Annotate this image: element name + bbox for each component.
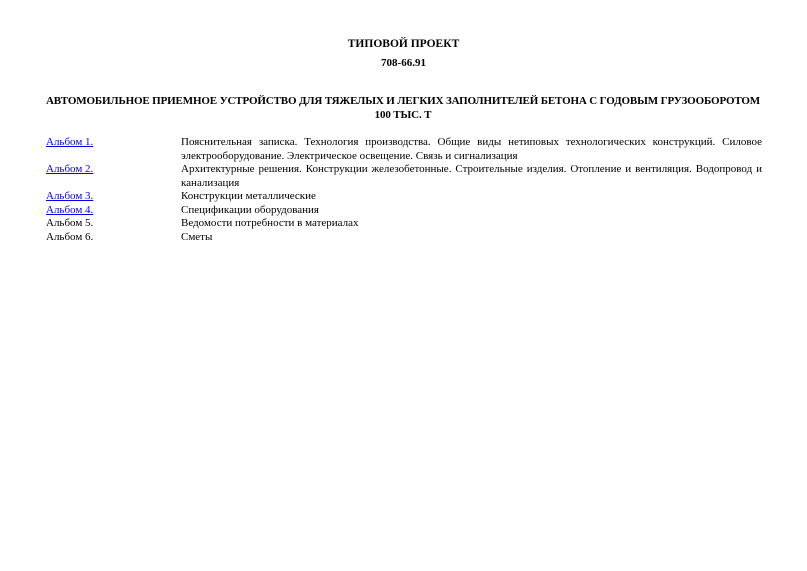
album-3-description: Конструкции металлические [181,190,316,202]
document-title: ТИПОВОЙ ПРОЕКТ [347,38,460,50]
album-3-link[interactable]: Альбом 3. [46,190,94,202]
album-row [46,190,762,204]
album-1-description: Пояснительная записка. Технология производства. Общие виды нетиповых технологических конструкций. Силовое электрооборудование. Электрическое освещение. Связь и сигнализация [181,136,762,162]
album-row [46,163,762,190]
album-1-link[interactable]: Альбом 1. [46,136,94,148]
album-2-description: Архитектурные решения. Конструкции железобетонные. Строительные изделия. Отопление и вентиляция. Водопровод и канализация [181,163,762,189]
album-row [46,136,762,163]
album-list [46,136,762,244]
album-6-label: Альбом 6. [46,230,94,243]
album-row [46,204,762,218]
album-2-link[interactable]: Альбом 2. [46,163,94,175]
document-number: 708-66.91 [381,57,426,69]
album-4-description: Спецификации оборудования [181,203,319,216]
album-6-description: Сметы [181,230,213,243]
album-4-link[interactable]: Альбом 4. [46,203,94,216]
album-row [46,217,762,231]
album-5-label: Альбом 5. [46,217,94,229]
album-5-description: Ведомости потребности в материалах [181,217,359,229]
album-row [46,231,762,245]
document-heading: АВТОМОБИЛЬНОЕ ПРИЕМНОЕ УСТРОЙСТВО ДЛЯ ТЯЖЕЛЫХ И ЛЕГКИХ ЗАПОЛНИТЕЛЕЙ БЕТОНА С ГОДОВЫМ ГРУЗООБОРОТОМ 100 ТЫС. Т [45,95,761,121]
